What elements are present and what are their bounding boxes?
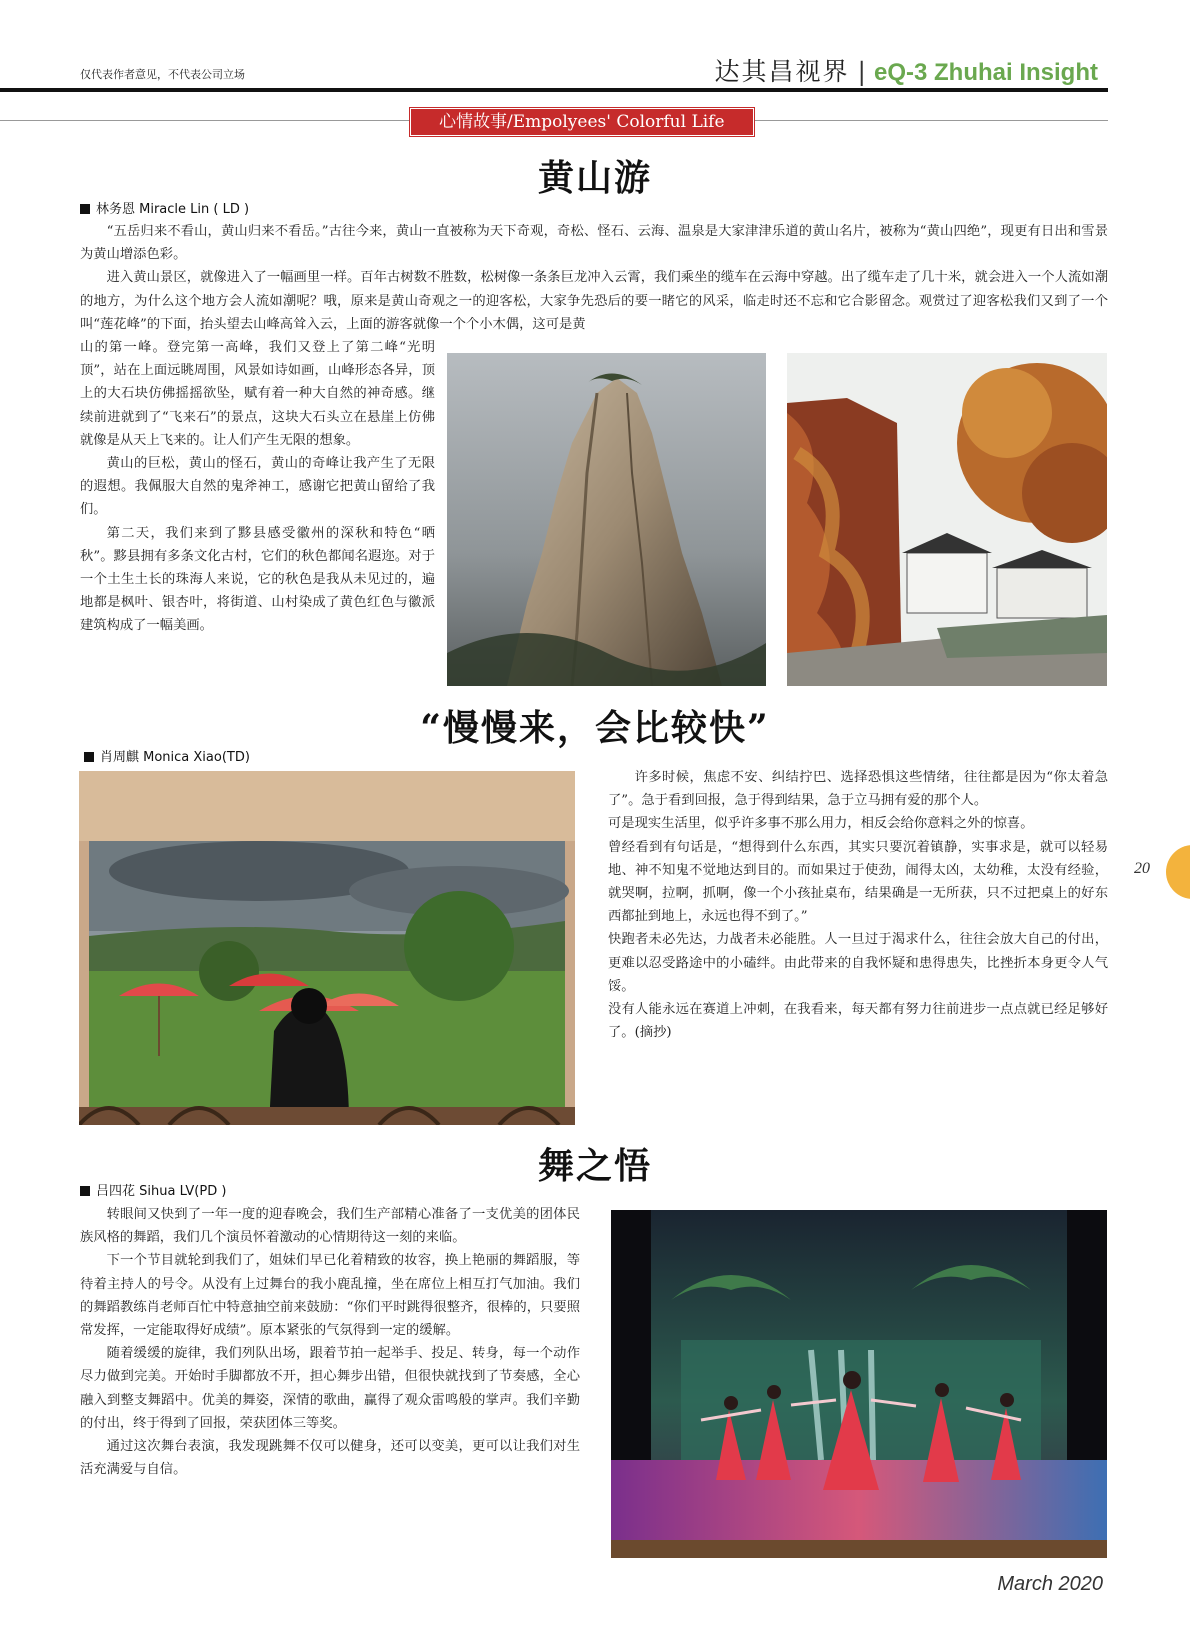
photo-window-view — [79, 771, 575, 1125]
paragraph: 进入黄山景区，就像进入了一幅画里一样。百年古树数不胜数，松树像一条条巨龙冲入云霄，我们乘坐的缆车在云海中穿越。出了缆车走了几十米，就会进入一个人流如潮的地方，为什么这个地方会人流如潮呢？哦，原来是黄山奇观之一的迎客松，大家争先恐后的要一睹它的风采，临走时还不忘和它合影留念。观赏过了迎客松我们又到了一个叫“莲花峰”的下面，抬头望去山峰高耸入云，上面的游客就像一个个小木偶，这可是黄 — [80, 270, 1108, 332]
page-tab-marker — [1166, 845, 1190, 899]
disclaimer: 仅代表作者意见，不代表公司立场 — [80, 68, 245, 81]
paragraph: 转眼间又快到了一年一度的迎春晚会，我们生产部精心准备了一支优美的团体民族风格的舞蹈，我们几个演员怀着激动的心情期待这一刻的来临。 — [80, 1207, 580, 1246]
header-rule — [0, 88, 1108, 92]
paragraph: 黄山的巨松，黄山的怪石，黄山的奇峰让我产生了无限的遐想。我佩服大自然的鬼斧神工，感谢它把黄山留给了我们。 — [80, 456, 435, 518]
paragraph: 没有人能永远在赛道上冲刺，在我看来，每天都有努力往前进步一点点就已经足够好了。(摘抄) — [608, 1002, 1108, 1041]
magazine-brand — [715, 52, 1098, 88]
brand-separator: | — [857, 57, 866, 86]
brand-english: eQ-3 Zhuhai Insight — [873, 59, 1098, 86]
author-name: 吕四花 Sihua LV(PD ) — [96, 1184, 227, 1199]
byline-take-it-slow — [84, 746, 250, 765]
paragraph: “五岳归来不看山，黄山归来不看岳。”古往今来，黄山一直被称为天下奇观，奇松、怪石、云海、温泉是大家津津乐道的黄山名片，被称为“黄山四绝”，现更有日出和雪景为黄山增添色彩。 — [80, 224, 1108, 263]
article-title-huangshan: 黄山游 — [537, 157, 652, 199]
paragraph: 山的第一峰。登完第一高峰，我们又登上了第二峰“光明顶”，站在上面远眺周围，风景如诗如画，山峰形态各异，顶上的大石块仿佛摇摇欲坠，赋有着一种大自然的神奇感。继续前进就到了“飞来石”的景点，这块大石头立在悬崖上仿佛就像是从天上飞来的。让人们产生无限的想象。 — [80, 340, 435, 448]
article-body-dance — [80, 1203, 580, 1481]
paragraph: 随着缓缓的旋律，我们列队出场，跟着节拍一起举手、投足、转身，每一个动作尽力做到完美。开始时手脚都放不开，担心舞步出错，但很快就找到了节奏感，全心融入到整支舞蹈中。优美的舞姿，深情的歌曲，赢得了观众雷鸣般的掌声。我们辛勤的付出，终于得到了回报，荣获团体三等奖。 — [80, 1346, 580, 1431]
bullet-square-icon — [80, 204, 90, 214]
issue-date: March 2020 — [997, 1573, 1103, 1595]
author-name: 林务恩 Miracle Lin ( LD ) — [96, 202, 250, 217]
paragraph: 第二天，我们来到了黟县感受徽州的深秋和特色“晒秋”。黟县拥有多条文化古村，它们的秋色都闻名遐迩。对于一个土生土长的珠海人来说，它的秋色是我从未见过的，遍地都是枫叶、银杏叶，将街道、山村染成了黄色红色与徽派建筑构成了一幅美画。 — [80, 525, 435, 634]
byline-dance — [80, 1180, 226, 1199]
section-banner: 心情故事/Empolyees' Colorful Life — [410, 108, 754, 136]
paragraph: 许多时候，焦虑不安、纠结拧巴、选择恐惧这些情绪，往往都是因为“你太着急了”。急于看到回报，急于得到结果，急于立马拥有爱的那个人。 — [608, 770, 1108, 809]
paragraph: 下一个节目就轮到我们了，姐妹们早已化着精致的妆容，换上艳丽的舞蹈服，等待着主持人的号令。从没有上过舞台的我小鹿乱撞，坐在席位上相互打气加油。我们的舞蹈教练肖老师百忙中特意抽空前来鼓励：“你们平时跳得很整齐，很棒的，只要照常发挥，一定能取得好成绩”。原本紧张的气氛得到一定的缓解。 — [80, 1253, 580, 1339]
bullet-square-icon — [80, 1186, 90, 1196]
paragraph: 曾经看到有句话是，“想得到什么东西，其实只要沉着镇静，实事求是，就可以轻易地、神不知鬼不觉地达到目的。而如果过于使劲，闹得太凶，太幼稚，太没有经验，就哭啊，拉啊，抓啊，像一个小孩扯桌布，结果确是一无所获，只不过把桌上的好东西都扯到地上，永远也得不到了。” — [608, 839, 1108, 925]
photo-huangshan-peak — [447, 353, 766, 686]
article-title-dance: 舞之悟 — [537, 1145, 652, 1187]
article-body-huangshan-top — [80, 220, 1108, 336]
author-name: 肖周麒 Monica Xiao(TD) — [100, 750, 250, 765]
brand-chinese: 达其昌视界 — [714, 57, 850, 86]
photo-autumn-village — [787, 353, 1107, 686]
page-number: 20 — [1134, 860, 1150, 877]
bullet-square-icon — [84, 752, 94, 762]
paragraph: 可是现实生活里，似乎许多事不那么用力，相反会给你意料之外的惊喜。 — [608, 816, 1034, 832]
article-body-take-it-slow — [608, 766, 1108, 1044]
paragraph: 快跑者未必先达，力战者未必能胜。人一旦过于渴求什么，往往会放大自己的付出，更难以忍受路途中的小磕绊。由此带来的自我怀疑和患得患失，比挫折本身更令人气馁。 — [608, 932, 1108, 994]
article-title-take-it-slow: “慢慢来，会比较快” — [420, 707, 770, 749]
byline-huangshan — [80, 198, 249, 217]
article-body-huangshan-col — [80, 336, 435, 638]
paragraph: 通过这次舞台表演，我发现跳舞不仅可以健身，还可以变美，更可以让我们对生活充满爱与自信。 — [80, 1439, 580, 1478]
photo-dance-stage — [611, 1210, 1107, 1558]
